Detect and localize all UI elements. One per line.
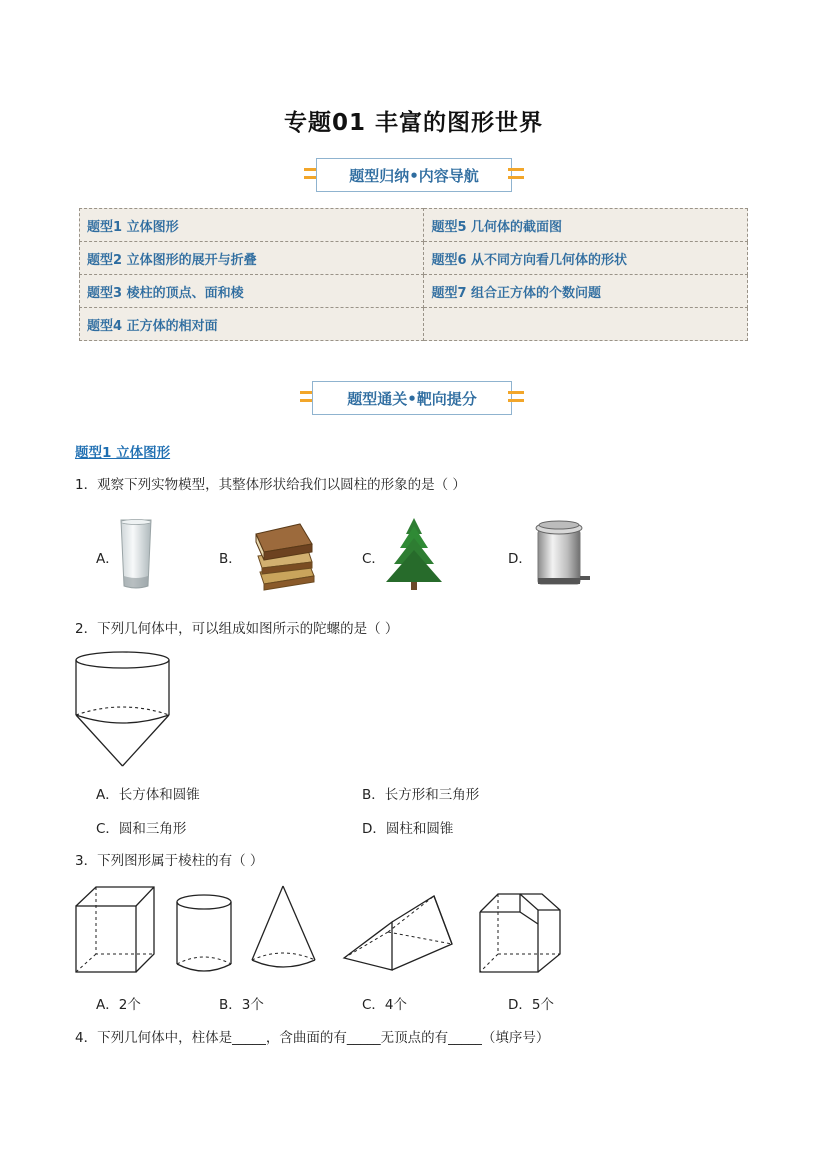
q2-option-c: C．圆和三角形: [96, 821, 187, 837]
question-4-text: 4．下列几何体中，柱体是_____，含曲面的有_____无顶点的有_____（填序号）: [75, 1030, 550, 1046]
trash-can-icon: [530, 516, 594, 588]
nav-item[interactable]: 题型3 棱柱的顶点、面和棱: [80, 275, 424, 308]
cube-figure: [76, 887, 154, 972]
q2-option-a: A．长方体和圆锥: [96, 787, 200, 803]
topic-nav-table: [79, 208, 748, 341]
nav-row: [80, 308, 748, 341]
nav-item[interactable]: 题型6 从不同方向看几何体的形状: [424, 242, 748, 275]
q2-option-b: B．长方形和三角形: [362, 787, 480, 803]
banner-top-label: 题型归纳•内容导航: [349, 166, 479, 185]
nav-row: [80, 209, 748, 242]
banner-top: [316, 158, 512, 192]
banner-bottom-label: 题型通关•靶向提分: [347, 389, 477, 408]
nav-row: [80, 242, 748, 275]
nav-item-empty: [424, 308, 748, 341]
nav-item[interactable]: 题型4 正方体的相对面: [80, 308, 424, 341]
banner-deco-right-icon: [508, 391, 524, 405]
q3-solids-figure: [72, 882, 572, 978]
banner-bottom-wrap: [300, 381, 524, 415]
nav-item[interactable]: 题型1 立体图形: [80, 209, 424, 242]
banner-bottom: [312, 381, 512, 415]
q3-option-d: D．5个: [508, 997, 554, 1013]
question-3-text: 3．下列图形属于棱柱的有（ ）: [75, 853, 264, 869]
nav-row: [80, 275, 748, 308]
spinning-top-figure: [74, 650, 174, 770]
question-1-text: 1．观察下列实物模型，其整体形状给我们以圆柱的形象的是（ ）: [75, 477, 466, 493]
nav-item[interactable]: 题型5 几何体的截面图: [424, 209, 748, 242]
cylinder-figure: [177, 895, 231, 971]
q1-option-b-label: B．: [219, 551, 242, 567]
q3-option-a: A．2个: [96, 997, 141, 1013]
q1-option-a-label: A．: [96, 551, 119, 567]
section-heading[interactable]: 题型1 立体图形: [75, 445, 171, 461]
books-icon: [250, 520, 320, 592]
nav-item[interactable]: 题型2 立体图形的展开与折叠: [80, 242, 424, 275]
page-title: 专题01 丰富的图形世界: [283, 110, 543, 136]
truncated-cube-figure: [480, 894, 560, 972]
q3-option-b: B．3个: [219, 997, 264, 1013]
q1-option-d-label: D．: [508, 551, 532, 567]
question-2-text: 2．下列几何体中，可以组成如图所示的陀螺的是（ ）: [75, 621, 399, 637]
banner-deco-right-icon: [508, 168, 524, 182]
banner-top-wrap: [304, 158, 524, 192]
q2-option-d: D．圆柱和圆锥: [362, 821, 454, 837]
nav-item[interactable]: 题型7 组合正方体的个数问题: [424, 275, 748, 308]
tree-icon: [382, 516, 446, 592]
cone-figure: [252, 886, 315, 967]
glass-icon: [118, 518, 154, 590]
triangular-prism-figure: [344, 896, 452, 970]
q3-option-c: C．4个: [362, 997, 408, 1013]
q1-option-c-label: C．: [362, 551, 385, 567]
